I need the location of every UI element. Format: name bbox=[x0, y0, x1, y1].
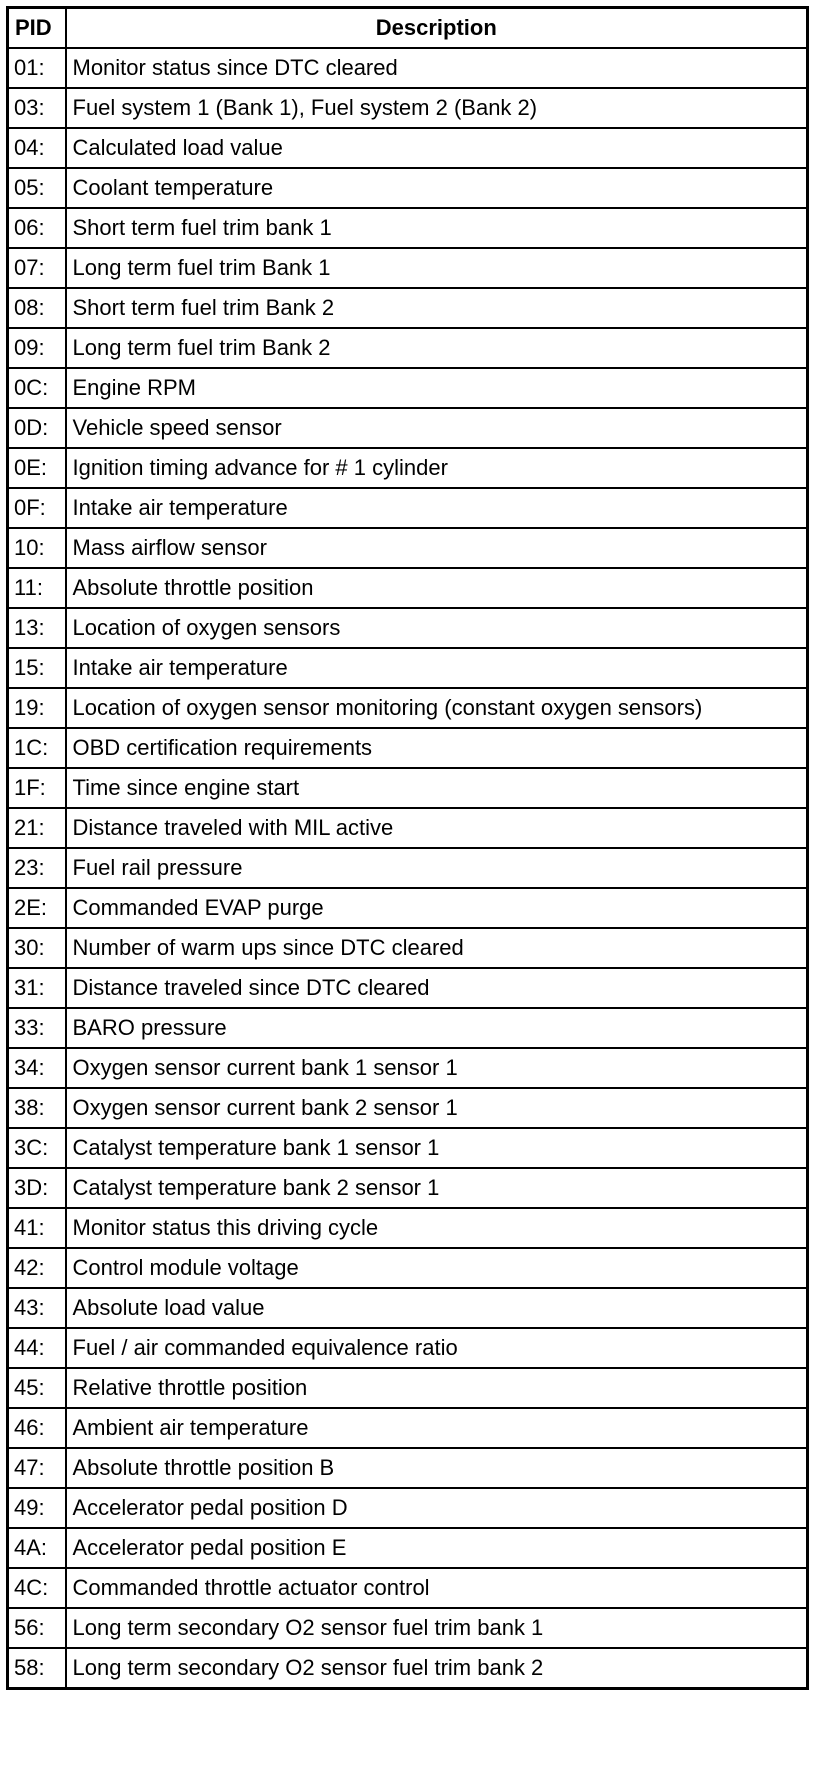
table-row bbox=[8, 928, 808, 968]
description-cell: Ignition timing advance for # 1 cylinder bbox=[66, 448, 808, 488]
description-cell: Coolant temperature bbox=[66, 168, 808, 208]
description-cell: Vehicle speed sensor bbox=[66, 408, 808, 448]
pid-cell: 44: bbox=[8, 1328, 66, 1368]
description-cell: Monitor status this driving cycle bbox=[66, 1208, 808, 1248]
description-cell: Monitor status since DTC cleared bbox=[66, 48, 808, 88]
pid-cell: 07: bbox=[8, 248, 66, 288]
description-cell: Long term fuel trim Bank 2 bbox=[66, 328, 808, 368]
description-cell: Short term fuel trim Bank 2 bbox=[66, 288, 808, 328]
description-cell: Commanded throttle actuator control bbox=[66, 1568, 808, 1608]
table-row bbox=[8, 1448, 808, 1488]
table-row bbox=[8, 1608, 808, 1648]
table-row bbox=[8, 248, 808, 288]
pid-cell: 41: bbox=[8, 1208, 66, 1248]
table-row bbox=[8, 1088, 808, 1128]
table-row bbox=[8, 1528, 808, 1568]
table-row bbox=[8, 888, 808, 928]
pid-cell: 09: bbox=[8, 328, 66, 368]
table-row bbox=[8, 568, 808, 608]
pid-cell: 03: bbox=[8, 88, 66, 128]
table-row bbox=[8, 1368, 808, 1408]
description-cell: Intake air temperature bbox=[66, 488, 808, 528]
description-cell: Engine RPM bbox=[66, 368, 808, 408]
description-cell: Ambient air temperature bbox=[66, 1408, 808, 1448]
pid-cell: 0D: bbox=[8, 408, 66, 448]
pid-cell: 04: bbox=[8, 128, 66, 168]
description-cell: Oxygen sensor current bank 2 sensor 1 bbox=[66, 1088, 808, 1128]
table-row bbox=[8, 168, 808, 208]
description-cell: Intake air temperature bbox=[66, 648, 808, 688]
pid-cell: 4A: bbox=[8, 1528, 66, 1568]
description-cell: Number of warm ups since DTC cleared bbox=[66, 928, 808, 968]
table-row bbox=[8, 208, 808, 248]
table-row bbox=[8, 968, 808, 1008]
description-cell: Distance traveled with MIL active bbox=[66, 808, 808, 848]
description-cell: Absolute throttle position B bbox=[66, 1448, 808, 1488]
description-cell: Control module voltage bbox=[66, 1248, 808, 1288]
description-cell: Accelerator pedal position D bbox=[66, 1488, 808, 1528]
description-cell: OBD certification requirements bbox=[66, 728, 808, 768]
pid-cell: 4C: bbox=[8, 1568, 66, 1608]
table-row bbox=[8, 688, 808, 728]
table-row bbox=[8, 368, 808, 408]
table-row bbox=[8, 88, 808, 128]
pid-cell: 19: bbox=[8, 688, 66, 728]
table-row bbox=[8, 1568, 808, 1608]
table-row bbox=[8, 48, 808, 88]
description-cell: Catalyst temperature bank 1 sensor 1 bbox=[66, 1128, 808, 1168]
pid-cell: 13: bbox=[8, 608, 66, 648]
table-row bbox=[8, 648, 808, 688]
description-cell: Catalyst temperature bank 2 sensor 1 bbox=[66, 1168, 808, 1208]
pid-cell: 43: bbox=[8, 1288, 66, 1328]
description-cell: Commanded EVAP purge bbox=[66, 888, 808, 928]
pid-cell: 01: bbox=[8, 48, 66, 88]
table-row bbox=[8, 408, 808, 448]
pid-cell: 3D: bbox=[8, 1168, 66, 1208]
pid-cell: 31: bbox=[8, 968, 66, 1008]
header-row bbox=[8, 8, 808, 49]
table-row bbox=[8, 848, 808, 888]
description-column-header: Description bbox=[66, 8, 808, 49]
table-row bbox=[8, 1168, 808, 1208]
table-row bbox=[8, 1208, 808, 1248]
description-cell: Absolute load value bbox=[66, 1288, 808, 1328]
pid-cell: 33: bbox=[8, 1008, 66, 1048]
table-row bbox=[8, 1008, 808, 1048]
description-cell: Fuel rail pressure bbox=[66, 848, 808, 888]
description-cell: Time since engine start bbox=[66, 768, 808, 808]
pid-column-header: PID bbox=[8, 8, 66, 49]
description-cell: Location of oxygen sensors bbox=[66, 608, 808, 648]
table-row bbox=[8, 1488, 808, 1528]
description-cell: Mass airflow sensor bbox=[66, 528, 808, 568]
pid-cell: 23: bbox=[8, 848, 66, 888]
pid-cell: 06: bbox=[8, 208, 66, 248]
description-cell: Relative throttle position bbox=[66, 1368, 808, 1408]
description-cell: Calculated load value bbox=[66, 128, 808, 168]
pid-cell: 49: bbox=[8, 1488, 66, 1528]
table-row bbox=[8, 1328, 808, 1368]
pid-cell: 08: bbox=[8, 288, 66, 328]
table-row bbox=[8, 808, 808, 848]
description-cell: Absolute throttle position bbox=[66, 568, 808, 608]
pid-cell: 0F: bbox=[8, 488, 66, 528]
description-cell: Short term fuel trim bank 1 bbox=[66, 208, 808, 248]
table-row bbox=[8, 1128, 808, 1168]
description-cell: Distance traveled since DTC cleared bbox=[66, 968, 808, 1008]
description-cell: Long term fuel trim Bank 1 bbox=[66, 248, 808, 288]
table-row bbox=[8, 448, 808, 488]
pid-cell: 56: bbox=[8, 1608, 66, 1648]
description-cell: Long term secondary O2 sensor fuel trim bank 2 bbox=[66, 1648, 808, 1689]
description-cell: Oxygen sensor current bank 1 sensor 1 bbox=[66, 1048, 808, 1088]
table-row bbox=[8, 1048, 808, 1088]
description-cell: Fuel system 1 (Bank 1), Fuel system 2 (Bank 2) bbox=[66, 88, 808, 128]
table-body bbox=[8, 48, 808, 1689]
pid-cell: 15: bbox=[8, 648, 66, 688]
pid-cell: 38: bbox=[8, 1088, 66, 1128]
pid-cell: 0C: bbox=[8, 368, 66, 408]
pid-cell: 1C: bbox=[8, 728, 66, 768]
table-row bbox=[8, 768, 808, 808]
table-row bbox=[8, 728, 808, 768]
table-row bbox=[8, 1408, 808, 1448]
pid-table bbox=[6, 6, 809, 1690]
description-cell: Fuel / air commanded equivalence ratio bbox=[66, 1328, 808, 1368]
pid-cell: 42: bbox=[8, 1248, 66, 1288]
pid-cell: 47: bbox=[8, 1448, 66, 1488]
table-row bbox=[8, 288, 808, 328]
table-row bbox=[8, 328, 808, 368]
description-cell: Long term secondary O2 sensor fuel trim bank 1 bbox=[66, 1608, 808, 1648]
pid-cell: 21: bbox=[8, 808, 66, 848]
pid-cell: 3C: bbox=[8, 1128, 66, 1168]
pid-cell: 1F: bbox=[8, 768, 66, 808]
pid-cell: 2E: bbox=[8, 888, 66, 928]
table-row bbox=[8, 528, 808, 568]
pid-cell: 58: bbox=[8, 1648, 66, 1689]
pid-cell: 30: bbox=[8, 928, 66, 968]
table-row bbox=[8, 1288, 808, 1328]
table-row bbox=[8, 1648, 808, 1689]
pid-cell: 05: bbox=[8, 168, 66, 208]
pid-cell: 10: bbox=[8, 528, 66, 568]
table-row bbox=[8, 608, 808, 648]
table-row bbox=[8, 128, 808, 168]
table-row bbox=[8, 1248, 808, 1288]
pid-cell: 46: bbox=[8, 1408, 66, 1448]
pid-cell: 34: bbox=[8, 1048, 66, 1088]
description-cell: Location of oxygen sensor monitoring (constant oxygen sensors) bbox=[66, 688, 808, 728]
table-row bbox=[8, 488, 808, 528]
pid-cell: 45: bbox=[8, 1368, 66, 1408]
description-cell: BARO pressure bbox=[66, 1008, 808, 1048]
pid-cell: 11: bbox=[8, 568, 66, 608]
pid-cell: 0E: bbox=[8, 448, 66, 488]
description-cell: Accelerator pedal position E bbox=[66, 1528, 808, 1568]
